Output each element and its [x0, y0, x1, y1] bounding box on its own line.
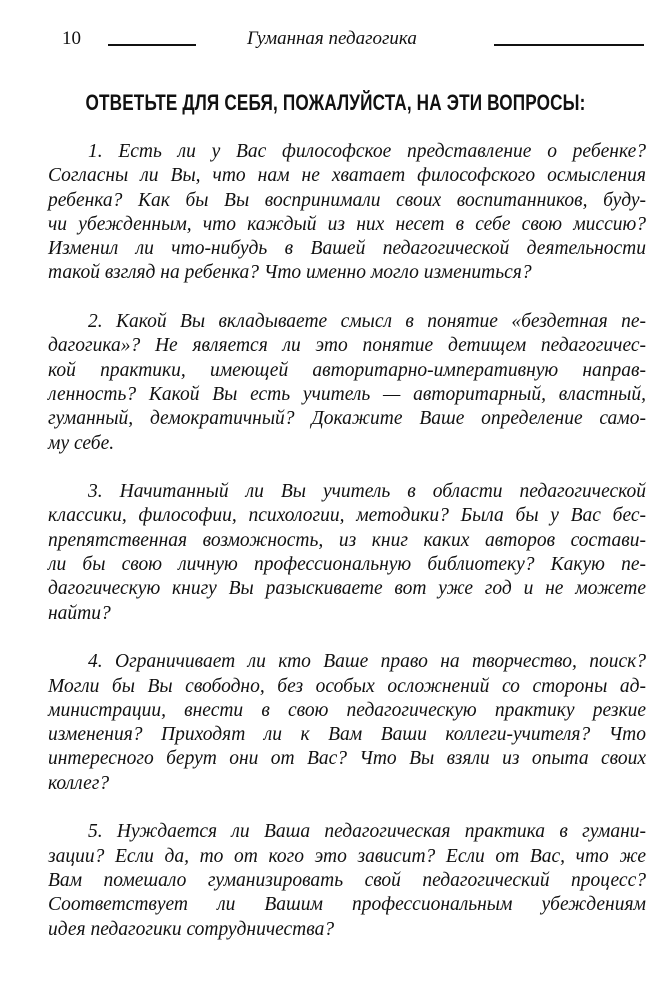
text-line: 2. Какой Вы вкладываете смысл в понятие «бездетная пе- [88, 311, 646, 333]
text-line: классики, философии, психологии, методики? Была бы у Вас бес- [48, 505, 646, 527]
text-line: 4. Ограничивает ли кто Ваше право на творчество, поиск? [88, 651, 646, 673]
question-paragraph [48, 820, 646, 941]
text-line: Могли бы Вы свободно, без особых осложнений со стороны ад- [48, 675, 646, 697]
text-line: дагогика»? Не является ли это понятие детищем педагогичес- [48, 335, 646, 357]
text-line: 3. Начитанный ли Вы учитель в области педагогической [88, 481, 646, 503]
question-paragraph [48, 310, 646, 456]
text-line: изменения? Приходят ли к Вам Ваши коллеги-учителя? Что [48, 724, 646, 746]
running-title: Гуманная педагогика [247, 28, 417, 49]
running-header [62, 28, 642, 52]
section-heading [0, 90, 670, 116]
text-line: препятственная возможность, из книг каких авторов состави- [48, 529, 646, 551]
text-line: гуманный, демократичный? Докажите Ваше определение само- [48, 408, 646, 430]
text-line: идея педагогики сотрудничества? [48, 918, 335, 940]
text-line: найти? [48, 602, 111, 624]
text-line: дагогическую книгу Вы разыскиваете вот уже год и не можете [48, 578, 646, 600]
text-line: такой взгляд на ребенка? Что именно могло измениться? [48, 262, 532, 284]
text-line: зации? Если да, то от кого это зависит? Если от Вас, что же [48, 845, 646, 867]
text-line: Соответствует ли Вашим профессиональным убеждениям [48, 894, 646, 916]
text-line: Изменил ли что-нибудь в Вашей педагогической деятельности [48, 238, 646, 260]
text-line: 1. Есть ли у Вас философское представление о ребенке? [88, 141, 646, 162]
text-line: интересного берут они от Вас? Что Вы взяли из опыта своих [48, 748, 646, 770]
text-line: ребенка? Как бы Вы воспринимали своих воспитанников, буду- [48, 189, 646, 211]
text-line: кой практики, имеющей авторитарно-императивную направ- [48, 359, 646, 381]
text-line: министрации, внести в свою педагогическую практику резкие [48, 699, 646, 721]
question-paragraph [48, 480, 646, 626]
question-list [48, 140, 646, 966]
text-line: Вам помешало гуманизировать свой педагогический процесс? [48, 869, 646, 891]
header-rule-left [108, 44, 196, 46]
text-line: Согласны ли Вы, что нам не хватает философского осмысления [48, 165, 646, 187]
text-line: коллег? [48, 772, 110, 794]
question-paragraph [48, 140, 646, 286]
section-heading-text: ОТВЕТЬТЕ ДЛЯ СЕБЯ, ПОЖАЛУЙСТА, НА ЭТИ ВОПРОСЫ: [85, 90, 585, 115]
question-paragraph [48, 650, 646, 796]
text-line: ленность? Какой Вы есть учитель — авторитарный, властный, [48, 383, 646, 405]
text-line: му себе. [48, 432, 115, 454]
text-line: чи убежденным, что каждый из них несет в себе свою миссию? [48, 213, 646, 235]
text-line: ли бы свою личную профессиональную библиотеку? Какую пе- [48, 554, 646, 576]
page-number: 10 [62, 28, 81, 49]
text-line: 5. Нуждается ли Ваша педагогическая практика в гумани- [88, 821, 646, 843]
header-rule-right [494, 44, 644, 46]
